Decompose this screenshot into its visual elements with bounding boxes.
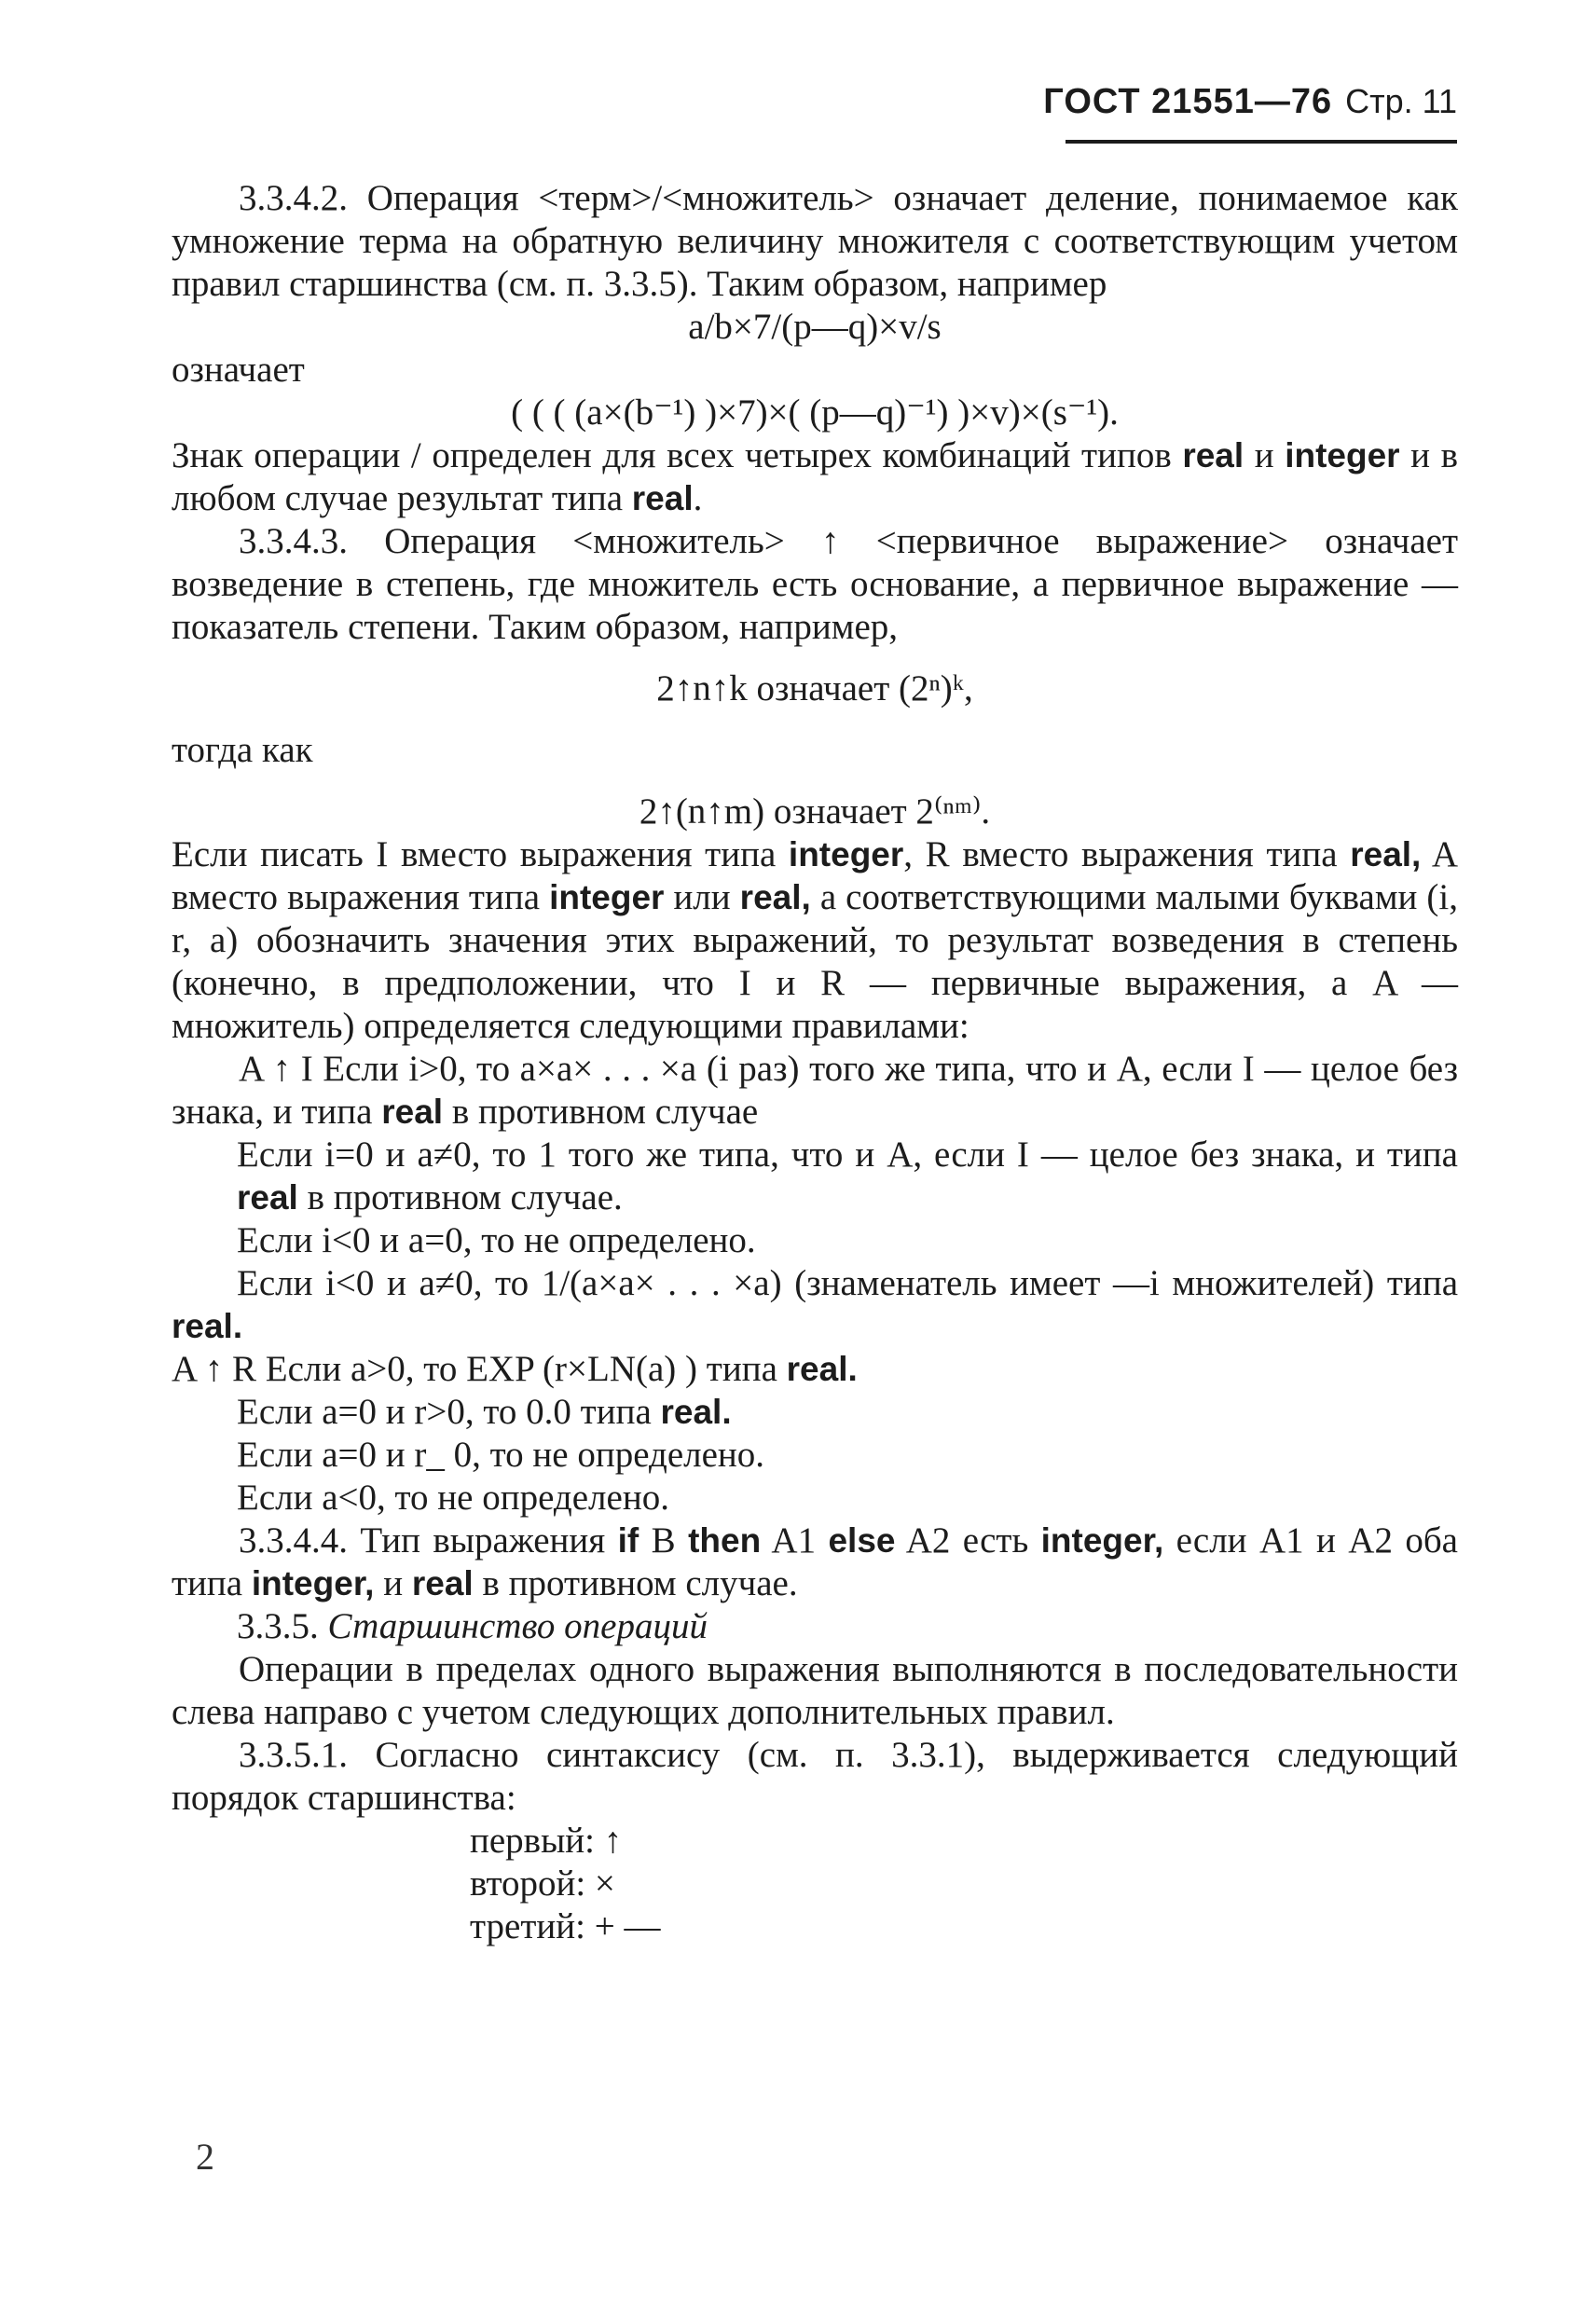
keyword-integer: integer — [788, 835, 904, 873]
keyword-real: real. — [786, 1350, 858, 1388]
whereas-label: тогда как — [172, 730, 313, 770]
rule-integer-zero: Если i=0 и a≠0, то 1 того же типа, что и A, если I — целое без знака, и типа real в противном случае. — [237, 1134, 1458, 1217]
formula-division: a/b×7/(p—q)×v/s — [688, 307, 942, 347]
paragraph-3-3-4-2: 3.3.4.2. Операция <терм>/<множитель> означает деление, понимаемое как умножение терма на обратную величину множителя с соответствующим учетом правил старшинства (см. п. 3.3.5). Таким образом, например — [172, 178, 1458, 304]
keyword-else: else — [828, 1521, 896, 1560]
section-title: Старшинство операций — [327, 1606, 708, 1646]
keyword-real: real, — [1350, 835, 1422, 873]
paragraph-power-rules-intro: Если писать I вместо выражения типа integer, R вместо выражения типа real, A вместо выражения типа integer или real, а соответствующими малыми буквами (i, r, a) обозначить значения этих выражений, то результат возведения в степень (конечно, в предположении, что I и R — первичные выражения, а A — множитель) определяется следующими правилами: — [172, 834, 1459, 1046]
precedence-first: первый: ↑ — [470, 1821, 623, 1861]
standard-title: ГОСТ 21551—76 — [1043, 82, 1333, 121]
paragraph-3-3-5: Операции в пределах одного выражения выполняются в последовательности слева направо с учетом следующих дополнительных правил. — [172, 1649, 1458, 1732]
paragraph-3-3-4-4: 3.3.4.4. Тип выражения if B then A1 else A2 есть integer, если A1 и A2 оба типа integer, и real в противном случае. — [172, 1520, 1458, 1603]
rule-real-positive: A ↑ R Если a>0, то EXP (r×LN(a) ) типа real. — [172, 1349, 858, 1389]
document-body — [172, 177, 1458, 1948]
means-label: означает — [172, 350, 305, 390]
paragraph-3-3-5-1: 3.3.5.1. Согласно синтаксису (см. п. 3.3.1), выдерживается следующий порядок старшинства: — [172, 1735, 1458, 1818]
keyword-real: real — [237, 1178, 298, 1217]
formula-expanded: ( ( ( (a×(b⁻¹) )×7)×( (p—q)⁻¹) )×v)×(s⁻¹). — [511, 392, 1119, 433]
formula-power-left: 2↑n↑k означает (2ⁿ)ᵏ, — [656, 668, 973, 708]
rule-integer-negative-nonzero: Если i<0 и a≠0, то 1/(a×a× . . . ×a) (знаменатель имеет —i множителей) типа real. — [172, 1263, 1458, 1345]
keyword-real: real. — [660, 1393, 732, 1431]
precedence-second: второй: × — [470, 1863, 615, 1904]
rule-real-zero-nonpositive: Если a=0 и r_ 0, то не определено. — [237, 1435, 765, 1475]
header-rule — [1066, 140, 1457, 144]
page-header — [1043, 82, 1457, 122]
formula-power-right: 2↑(n↑m) означает 2⁽ⁿᵐ⁾. — [639, 791, 991, 832]
rule-integer-negative-zero: Если i<0 и a=0, то не определено. — [237, 1220, 756, 1260]
keyword-real: real — [411, 1564, 474, 1602]
rule-real-negative: Если a<0, то не определено. — [237, 1478, 669, 1518]
keyword-integer: integer, — [251, 1564, 375, 1602]
keyword-integer: integer, — [1040, 1521, 1164, 1560]
keyword-integer: integer — [1285, 436, 1400, 474]
paragraph-division-types: Знак операции / определен для всех четырех комбинаций типов real и integer и в любом случае результат типа real. — [172, 435, 1458, 518]
rule-real-zero-positive: Если a=0 и r>0, то 0.0 типа real. — [237, 1392, 732, 1432]
section-heading-3-3-5: 3.3.5. Старшинство операций — [237, 1606, 708, 1646]
keyword-then: then — [688, 1521, 762, 1560]
keyword-real: real — [631, 479, 694, 517]
keyword-real: real — [381, 1093, 444, 1131]
keyword-if: if — [617, 1521, 639, 1560]
rule-integer-positive: A ↑ I Если i>0, то a×a× . . . ×a (i раз) того же типа, что и A, если I — целое без знака, и типа real в противном случае — [172, 1049, 1458, 1132]
keyword-real: real — [1182, 436, 1244, 474]
keyword-integer: integer — [549, 878, 665, 916]
precedence-third: третий: + — — [470, 1906, 661, 1946]
keyword-real: real. — [172, 1307, 243, 1345]
keyword-real: real, — [739, 878, 811, 916]
footer-page-number: 2 — [196, 2136, 214, 2178]
paragraph-3-3-4-3: 3.3.4.3. Операция <множитель> ↑ <первичное выражение> означает возведение в степень, где множитель есть основание, а первичное выражение — показатель степени. Таким образом, например, — [172, 521, 1458, 647]
page-label: Стр. 11 — [1345, 82, 1457, 120]
